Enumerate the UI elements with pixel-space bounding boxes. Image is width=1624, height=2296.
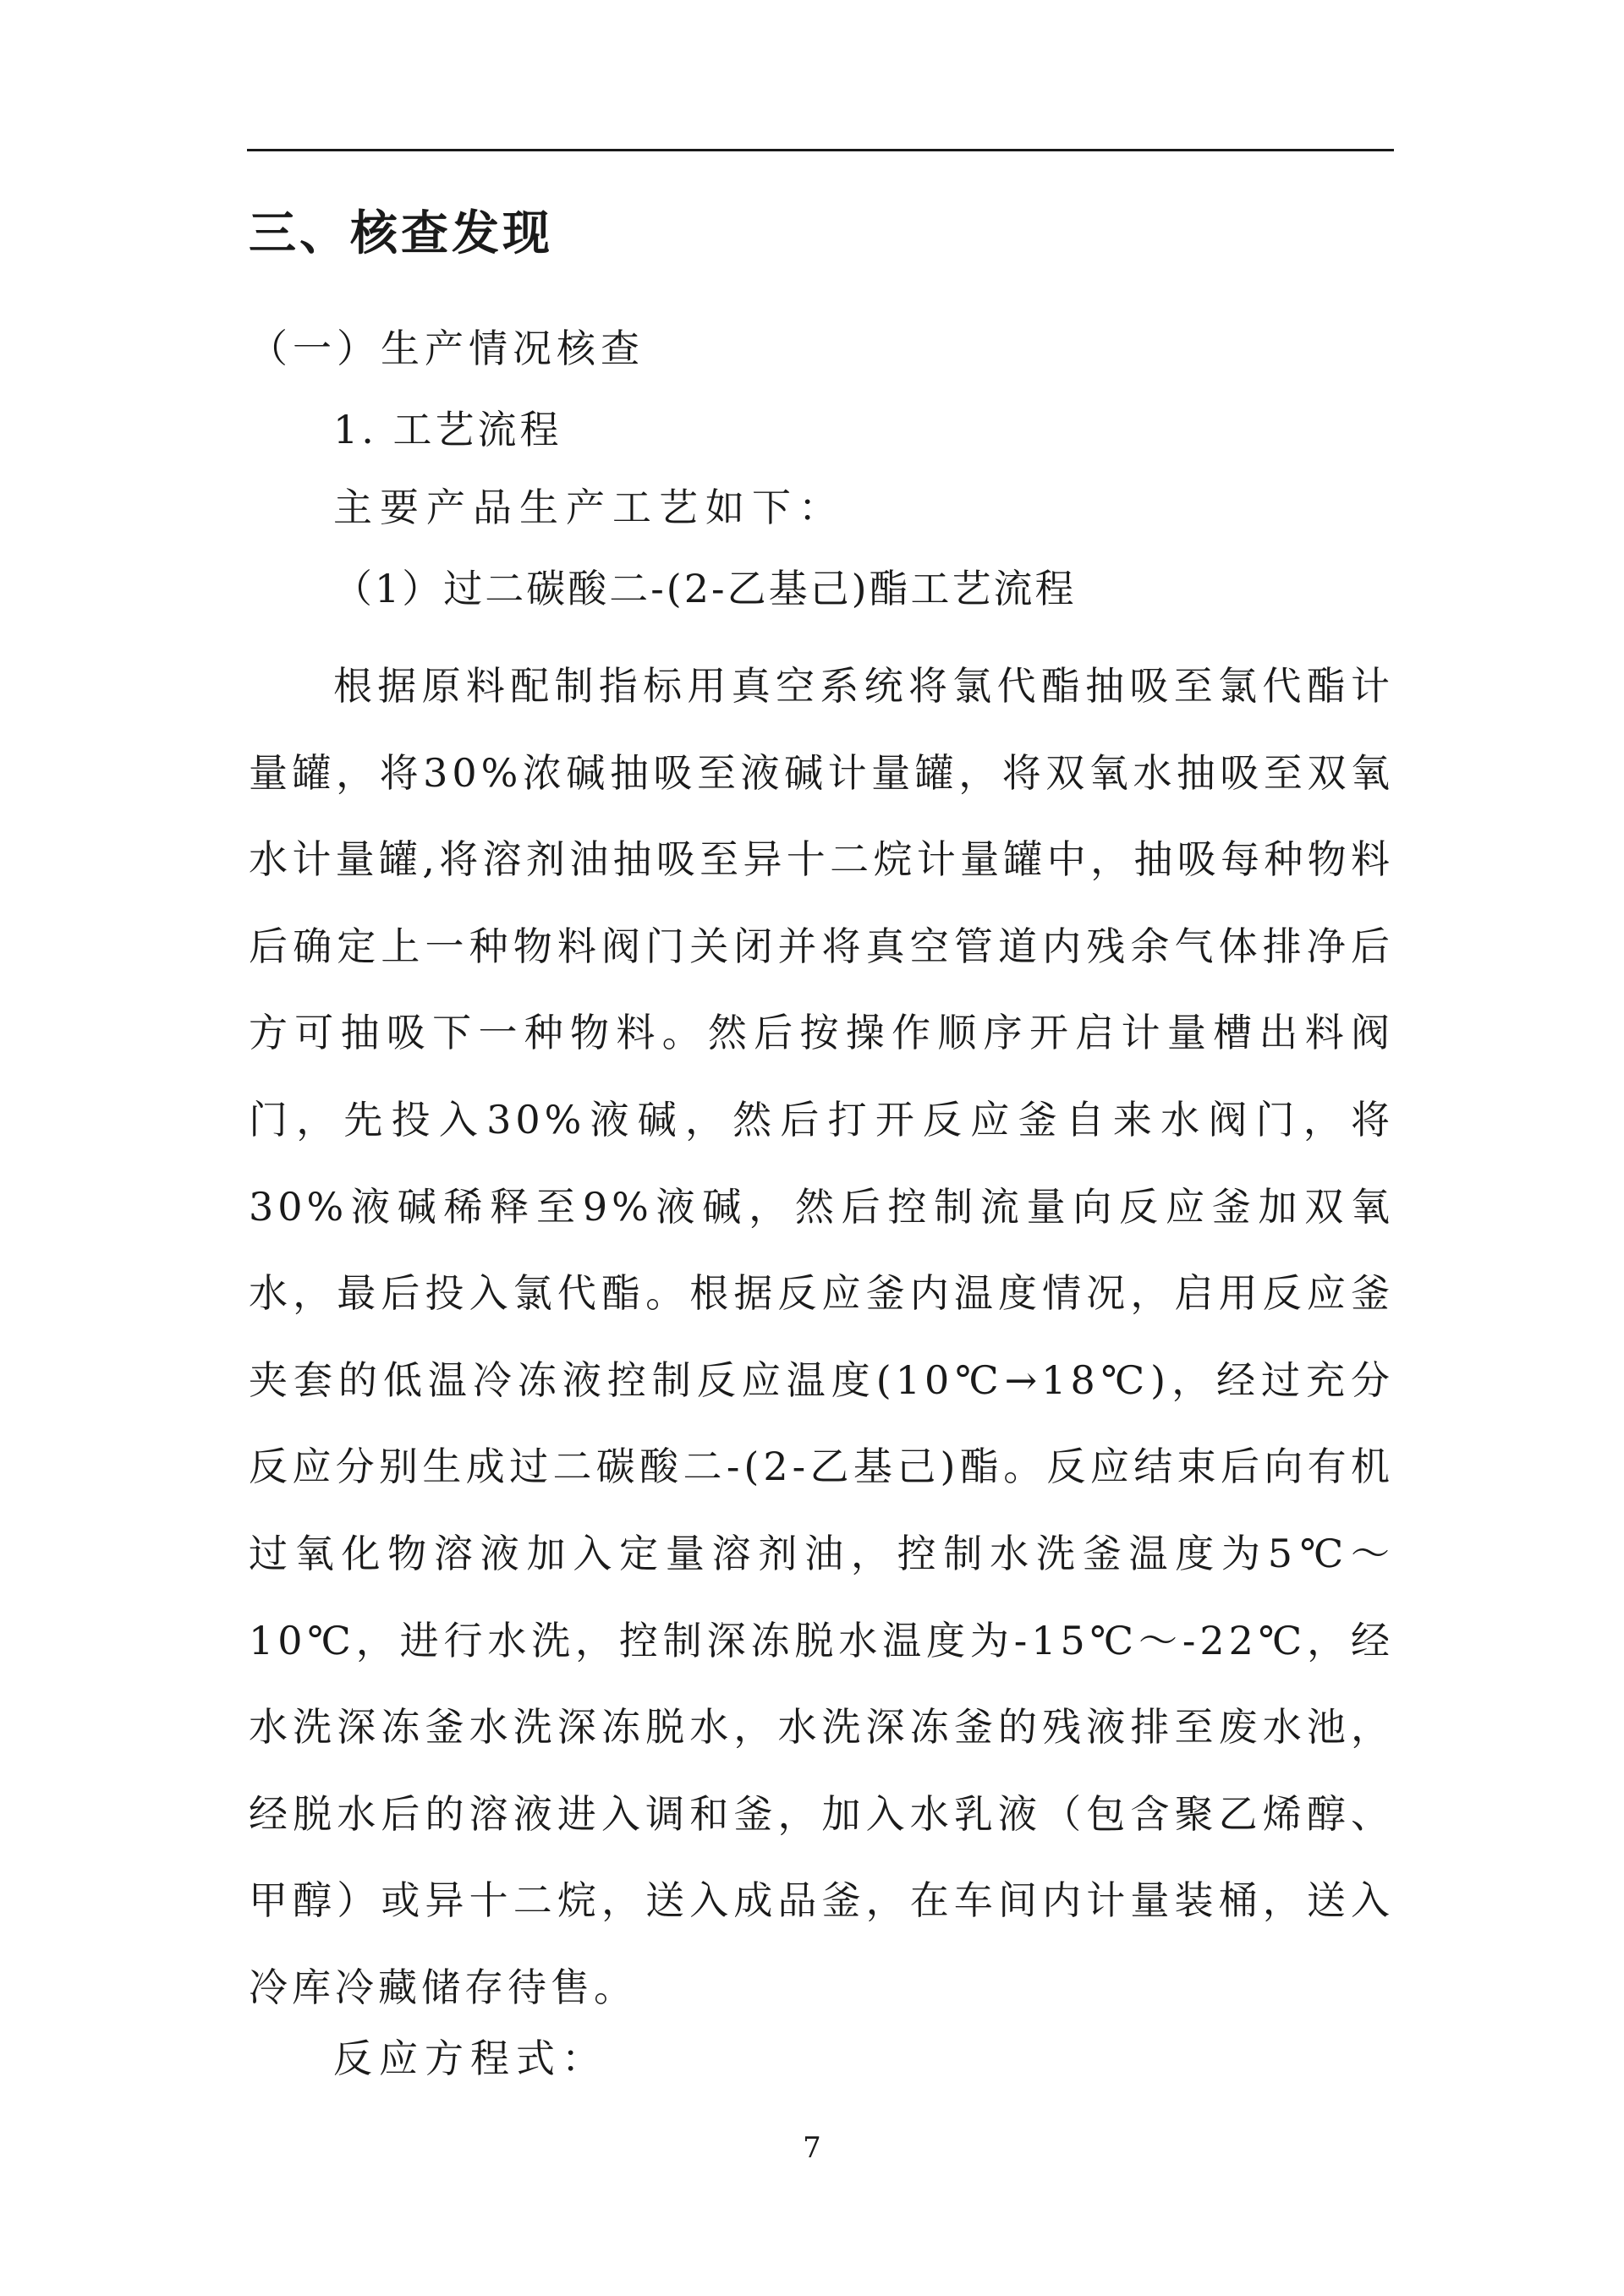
section-title: 三、核查发现 [249, 206, 553, 261]
item-title: 1. 工艺流程 [333, 407, 562, 452]
equation-label: 反应方程式： [333, 2036, 607, 2081]
intro-text: 主要产品生产工艺如下： [333, 485, 845, 530]
subsection-title: （一）生产情况核查 [249, 326, 645, 371]
process-title: （1）过二碳酸二-(2-乙基己)酯工艺流程 [333, 566, 1077, 611]
page-number: 7 [803, 2131, 821, 2165]
process-body-paragraph: 根据原料配制指标用真空系统将氯代酯抽吸至氯代酯计量罐，将30%浓碱抽吸至液碱计量罐，将双氧水抽吸至双氧水计量罐,将溶剂油抽吸至异十二烷计量罐中，抽吸每种物料后确定上一种物料阀门关闭并将真空管道内残余气体排净后方可抽吸下一种物料。然后按操作顺序开启计量槽出料阀门，先投入30%液碱，然后打开反应釜自来水阀门，将30%液碱稀释至9%液碱，然后控制流量向反应釜加双氧水，最后投入氯代酯。根据反应釜内温度情况，启用反应釜夹套的低温冷冻液控制反应温度(10℃→18℃)，经过充分反应分别生成过二碳酸二-(2-乙基己)酯。反应结束后向有机过氧化物溶液加入定量溶剂油，控制水洗釜温度为5℃～10℃，进行水洗，控制深冻脱水温度为-15℃～-22℃，经水洗深冻釜水洗深冻脱水，水洗深冻釜的残液排至废水池，经脱水后的溶液进入调和釜，加入水乳液（包含聚乙烯醇、甲醇）或异十二烷，送入成品釜，在车间内计量装桶，送入冷库冷藏储存待售。 [249, 663, 1394, 2010]
header-rule [247, 149, 1394, 151]
